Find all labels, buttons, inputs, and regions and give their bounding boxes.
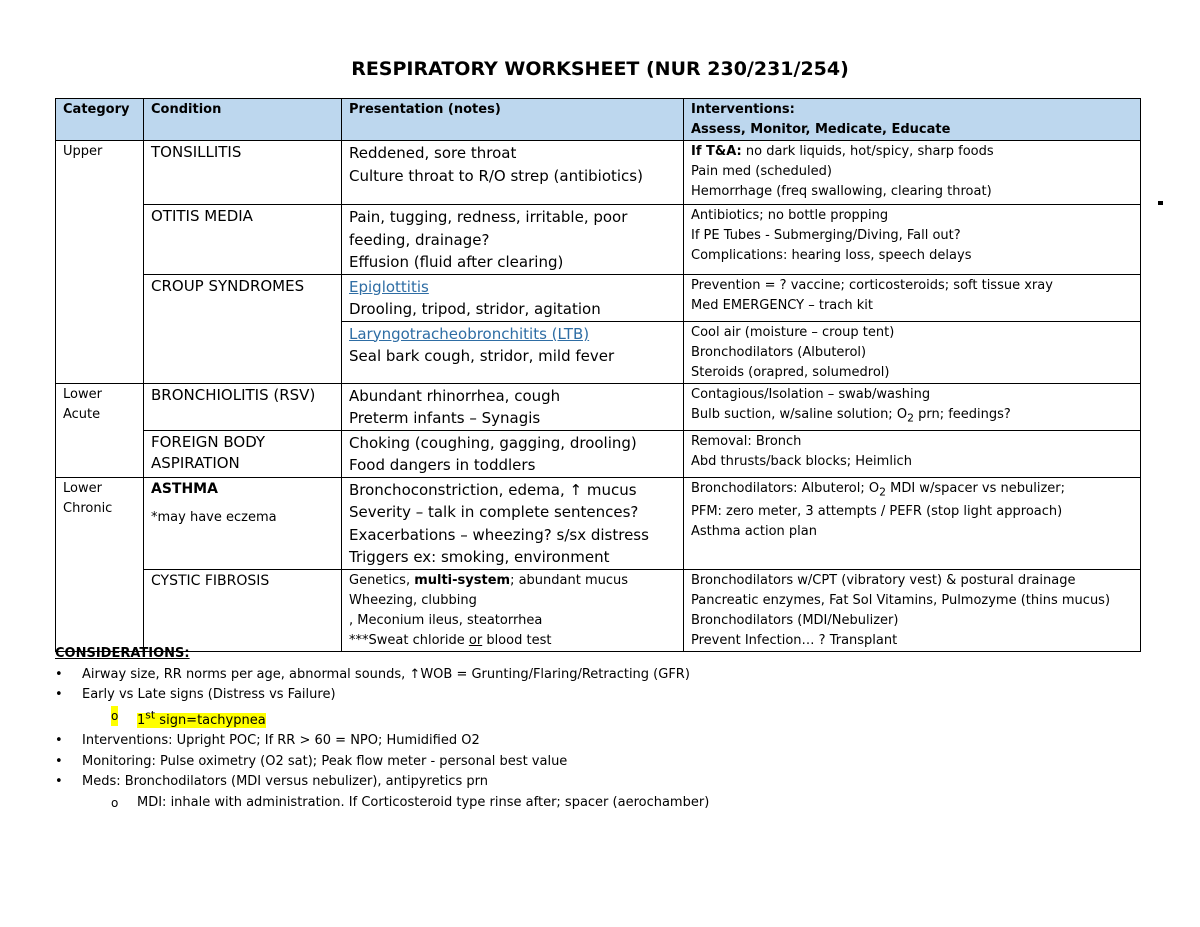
sub-bullet-icon: o (111, 706, 118, 727)
interventions-tonsillitis (684, 141, 1141, 205)
considerations-subitem (55, 793, 1155, 814)
presentation-line: Triggers ex: smoking, environment (349, 548, 610, 566)
condition-asthma (144, 477, 342, 569)
presentation-cystic-fibrosis (342, 569, 684, 651)
presentation-foreign-body (342, 430, 684, 477)
category-label: Acute (63, 406, 101, 422)
item-text: Early vs Late signs (Distress vs Failure) (82, 687, 336, 702)
intervention-line: Pain med (scheduled) (691, 164, 832, 179)
sub-bullet-icon: o (111, 795, 119, 810)
condition-line: FOREIGN BODY (151, 432, 266, 451)
interventions-asthma (684, 477, 1141, 569)
category-label: Chronic (63, 500, 113, 516)
item-text: 1 (137, 712, 146, 728)
presentation-underlined: or (468, 632, 483, 648)
header-category: Category (56, 99, 144, 141)
condition-croup-syndromes: CROUP SYNDROMES (144, 274, 342, 383)
row-asthma (56, 477, 1141, 569)
presentation-ltb (342, 321, 684, 383)
intervention-line: Med EMERGENCY – trach kit (691, 297, 874, 313)
category-lower-chronic (56, 477, 144, 651)
item-text: sign=tachypnea (155, 712, 266, 728)
item-text: Interventions: Upright POC; If RR > 60 = NPO; Humidified O2 (82, 733, 480, 749)
intervention-line: Hemorrhage (freq swallowing, clearing throat) (691, 184, 992, 199)
bullet-icon: • (55, 753, 63, 769)
intervention-line: Contagious/Isolation – swab/washing (691, 386, 931, 402)
interventions-bronchiolitis (684, 383, 1141, 430)
bullet-icon: • (55, 666, 63, 682)
item-text-highlight (137, 708, 266, 728)
header-interventions (684, 99, 1141, 141)
presentation-line: Abundant rhinorrhea, cough (349, 386, 561, 405)
presentation-line: Wheezing, clubbing (349, 592, 477, 608)
condition-cystic-fibrosis: CYSTIC FIBROSIS (144, 569, 342, 651)
intervention-line: Removal: Bronch (691, 433, 802, 449)
header-presentation: Presentation (notes) (342, 99, 684, 141)
row-foreign-body (56, 430, 1141, 477)
item-text: Airway size, RR norms per age, abnormal sounds, ↑WOB = Grunting/Flaring/Retracting (GFR) (82, 666, 690, 682)
interventions-epiglottitis (684, 274, 1141, 321)
asthma-note: *may have eczema (151, 509, 277, 525)
interventions-ltb (684, 321, 1141, 383)
intervention-line: Prevention = ? vaccine; corticosteroids; soft tissue xray (691, 277, 1053, 293)
presentation-asthma (342, 477, 684, 569)
intervention-line: Pancreatic enzymes, Fat Sol Vitamins, Pulmozyme (thins mucus) (691, 592, 1111, 608)
presentation-line: Pain, tugging, redness, irritable, poor feeding, drainage? (349, 208, 628, 249)
intervention-line: Abd thrusts/back blocks; Heimlich (691, 453, 912, 469)
intervention-line: Bronchodilators (MDI/Nebulizer) (691, 612, 899, 628)
category-label: Lower (63, 480, 102, 496)
interventions-cystic-fibrosis (684, 569, 1141, 651)
intervention-line: If PE Tubes - Submerging/Diving, Fall out? (691, 228, 961, 243)
bullet-icon: • (55, 774, 63, 790)
header-row (56, 99, 1141, 141)
respiratory-table (55, 98, 1141, 652)
presentation-line: Seal bark cough, stridor, mild fever (349, 347, 615, 365)
row-croup-epiglottitis (56, 274, 1141, 321)
presentation-line (349, 571, 676, 591)
intervention-line: Antibiotics; no bottle propping (691, 208, 889, 223)
presentation-line: Preterm infants – Synagis (349, 409, 541, 427)
interventions-otitis-media (684, 205, 1141, 275)
bullet-icon: • (55, 687, 63, 702)
presentation-bronchiolitis (342, 383, 684, 430)
intervention-line: Cool air (moisture – croup tent) (691, 324, 895, 340)
condition-line: ASTHMA (151, 480, 218, 497)
intervention-line: Steroids (orapred, solumedrol) (691, 364, 890, 380)
worksheet-title: RESPIRATORY WORKSHEET (NUR 230/231/254) (351, 58, 849, 80)
intervention-bold: If T&A: (691, 144, 742, 159)
category-upper: Upper (56, 141, 144, 384)
intervention-line: Bronchodilators (Albuterol) (691, 344, 867, 360)
subscript: 2 (907, 411, 914, 425)
intervention-line (691, 479, 1133, 503)
presentation-tonsillitis (342, 141, 684, 205)
interventions-foreign-body (684, 430, 1141, 477)
presentation-bold: multi-system (414, 572, 511, 588)
item-text: Meds: Bronchodilators (MDI versus nebulizer), antipyretics prn (82, 774, 488, 790)
header-interventions-title: Interventions: (691, 102, 795, 117)
intervention-line: Bronchodilators w/CPT (vibratory vest) & postural drainage (691, 572, 1076, 588)
condition-tonsillitis: TONSILLITIS (144, 141, 342, 205)
presentation-otitis-media (342, 205, 684, 275)
superscript: st (145, 708, 156, 722)
presentation-epiglottitis (342, 274, 684, 321)
presentation-line: Culture throat to R/O strep (antibiotics) (349, 166, 643, 185)
considerations-item (55, 752, 1155, 773)
intervention-text: prn; feedings? (913, 406, 1011, 422)
bullet-icon: • (55, 733, 63, 749)
intervention-text: no dark liquids, hot/spicy, sharp foods (741, 144, 994, 159)
row-cystic-fibrosis (56, 569, 1141, 651)
condition-otitis-media: OTITIS MEDIA (144, 205, 342, 275)
presentation-text: blood test (482, 632, 552, 648)
intervention-line: Asthma action plan (691, 524, 817, 540)
condition-bronchiolitis: BRONCHIOLITIS (RSV) (144, 383, 342, 430)
presentation-line: Drooling, tripod, stridor, agitation (349, 300, 601, 318)
presentation-text: Genetics, (349, 572, 415, 588)
presentation-line: Bronchoconstriction, edema, ↑ mucus (349, 480, 637, 499)
intervention-line (691, 405, 1133, 429)
subscript: 2 (879, 485, 886, 499)
considerations-item (55, 731, 1155, 752)
epiglottitis-link[interactable]: Epiglottitis (349, 277, 429, 296)
ltb-link[interactable]: Laryngotracheobronchitits (LTB) (349, 324, 590, 343)
presentation-line: Exacerbations – wheezing? s/sx distress (349, 525, 649, 544)
stray-mark (1158, 201, 1163, 205)
presentation-text: ***Sweat chloride (349, 632, 469, 648)
header-interventions-sub: Assess, Monitor, Medicate, Educate (691, 122, 951, 137)
presentation-line: Effusion (fluid after clearing) (349, 253, 564, 271)
considerations-subitem (55, 706, 1155, 732)
header-condition: Condition (144, 99, 342, 141)
presentation-line: Choking (coughing, gagging, drooling) (349, 433, 637, 452)
condition-line: ASPIRATION (151, 453, 240, 472)
row-bronchiolitis (56, 383, 1141, 430)
intervention-line: Prevent Infection… ? Transplant (691, 632, 898, 648)
category-label: Lower (63, 386, 102, 402)
intervention-text: MDI w/spacer vs nebulizer; (885, 480, 1066, 496)
intervention-line: Complications: hearing loss, speech delays (691, 248, 972, 263)
considerations-section (55, 644, 1155, 813)
considerations-item (55, 772, 1155, 793)
intervention-text: Bulb suction, w/saline solution; O (691, 406, 908, 422)
presentation-line: Food dangers in toddlers (349, 456, 536, 474)
item-text: Monitoring: Pulse oximetry (O2 sat); Peak flow meter - personal best value (82, 753, 568, 769)
presentation-line: , Meconium ileus, steatorrhea (349, 612, 543, 628)
considerations-item (55, 665, 1155, 686)
considerations-item (55, 685, 1155, 706)
row-otitis-media (56, 205, 1141, 275)
intervention-line: PFM: zero meter, 3 attempts / PEFR (stop light approach) (691, 504, 1063, 520)
item-text: MDI: inhale with administration. If Corticosteroid type rinse after; spacer (aerochamber) (137, 794, 710, 810)
intervention-line (691, 142, 1133, 162)
presentation-text: ; abundant mucus (510, 572, 629, 588)
presentation-line: Severity – talk in complete sentences? (349, 503, 639, 521)
category-lower-acute (56, 383, 144, 477)
condition-foreign-body (144, 430, 342, 477)
row-tonsillitis (56, 141, 1141, 205)
considerations-title: CONSIDERATIONS: (55, 646, 190, 661)
intervention-text: Bronchodilators: Albuterol; O (691, 480, 880, 496)
presentation-line: Reddened, sore throat (349, 144, 517, 162)
